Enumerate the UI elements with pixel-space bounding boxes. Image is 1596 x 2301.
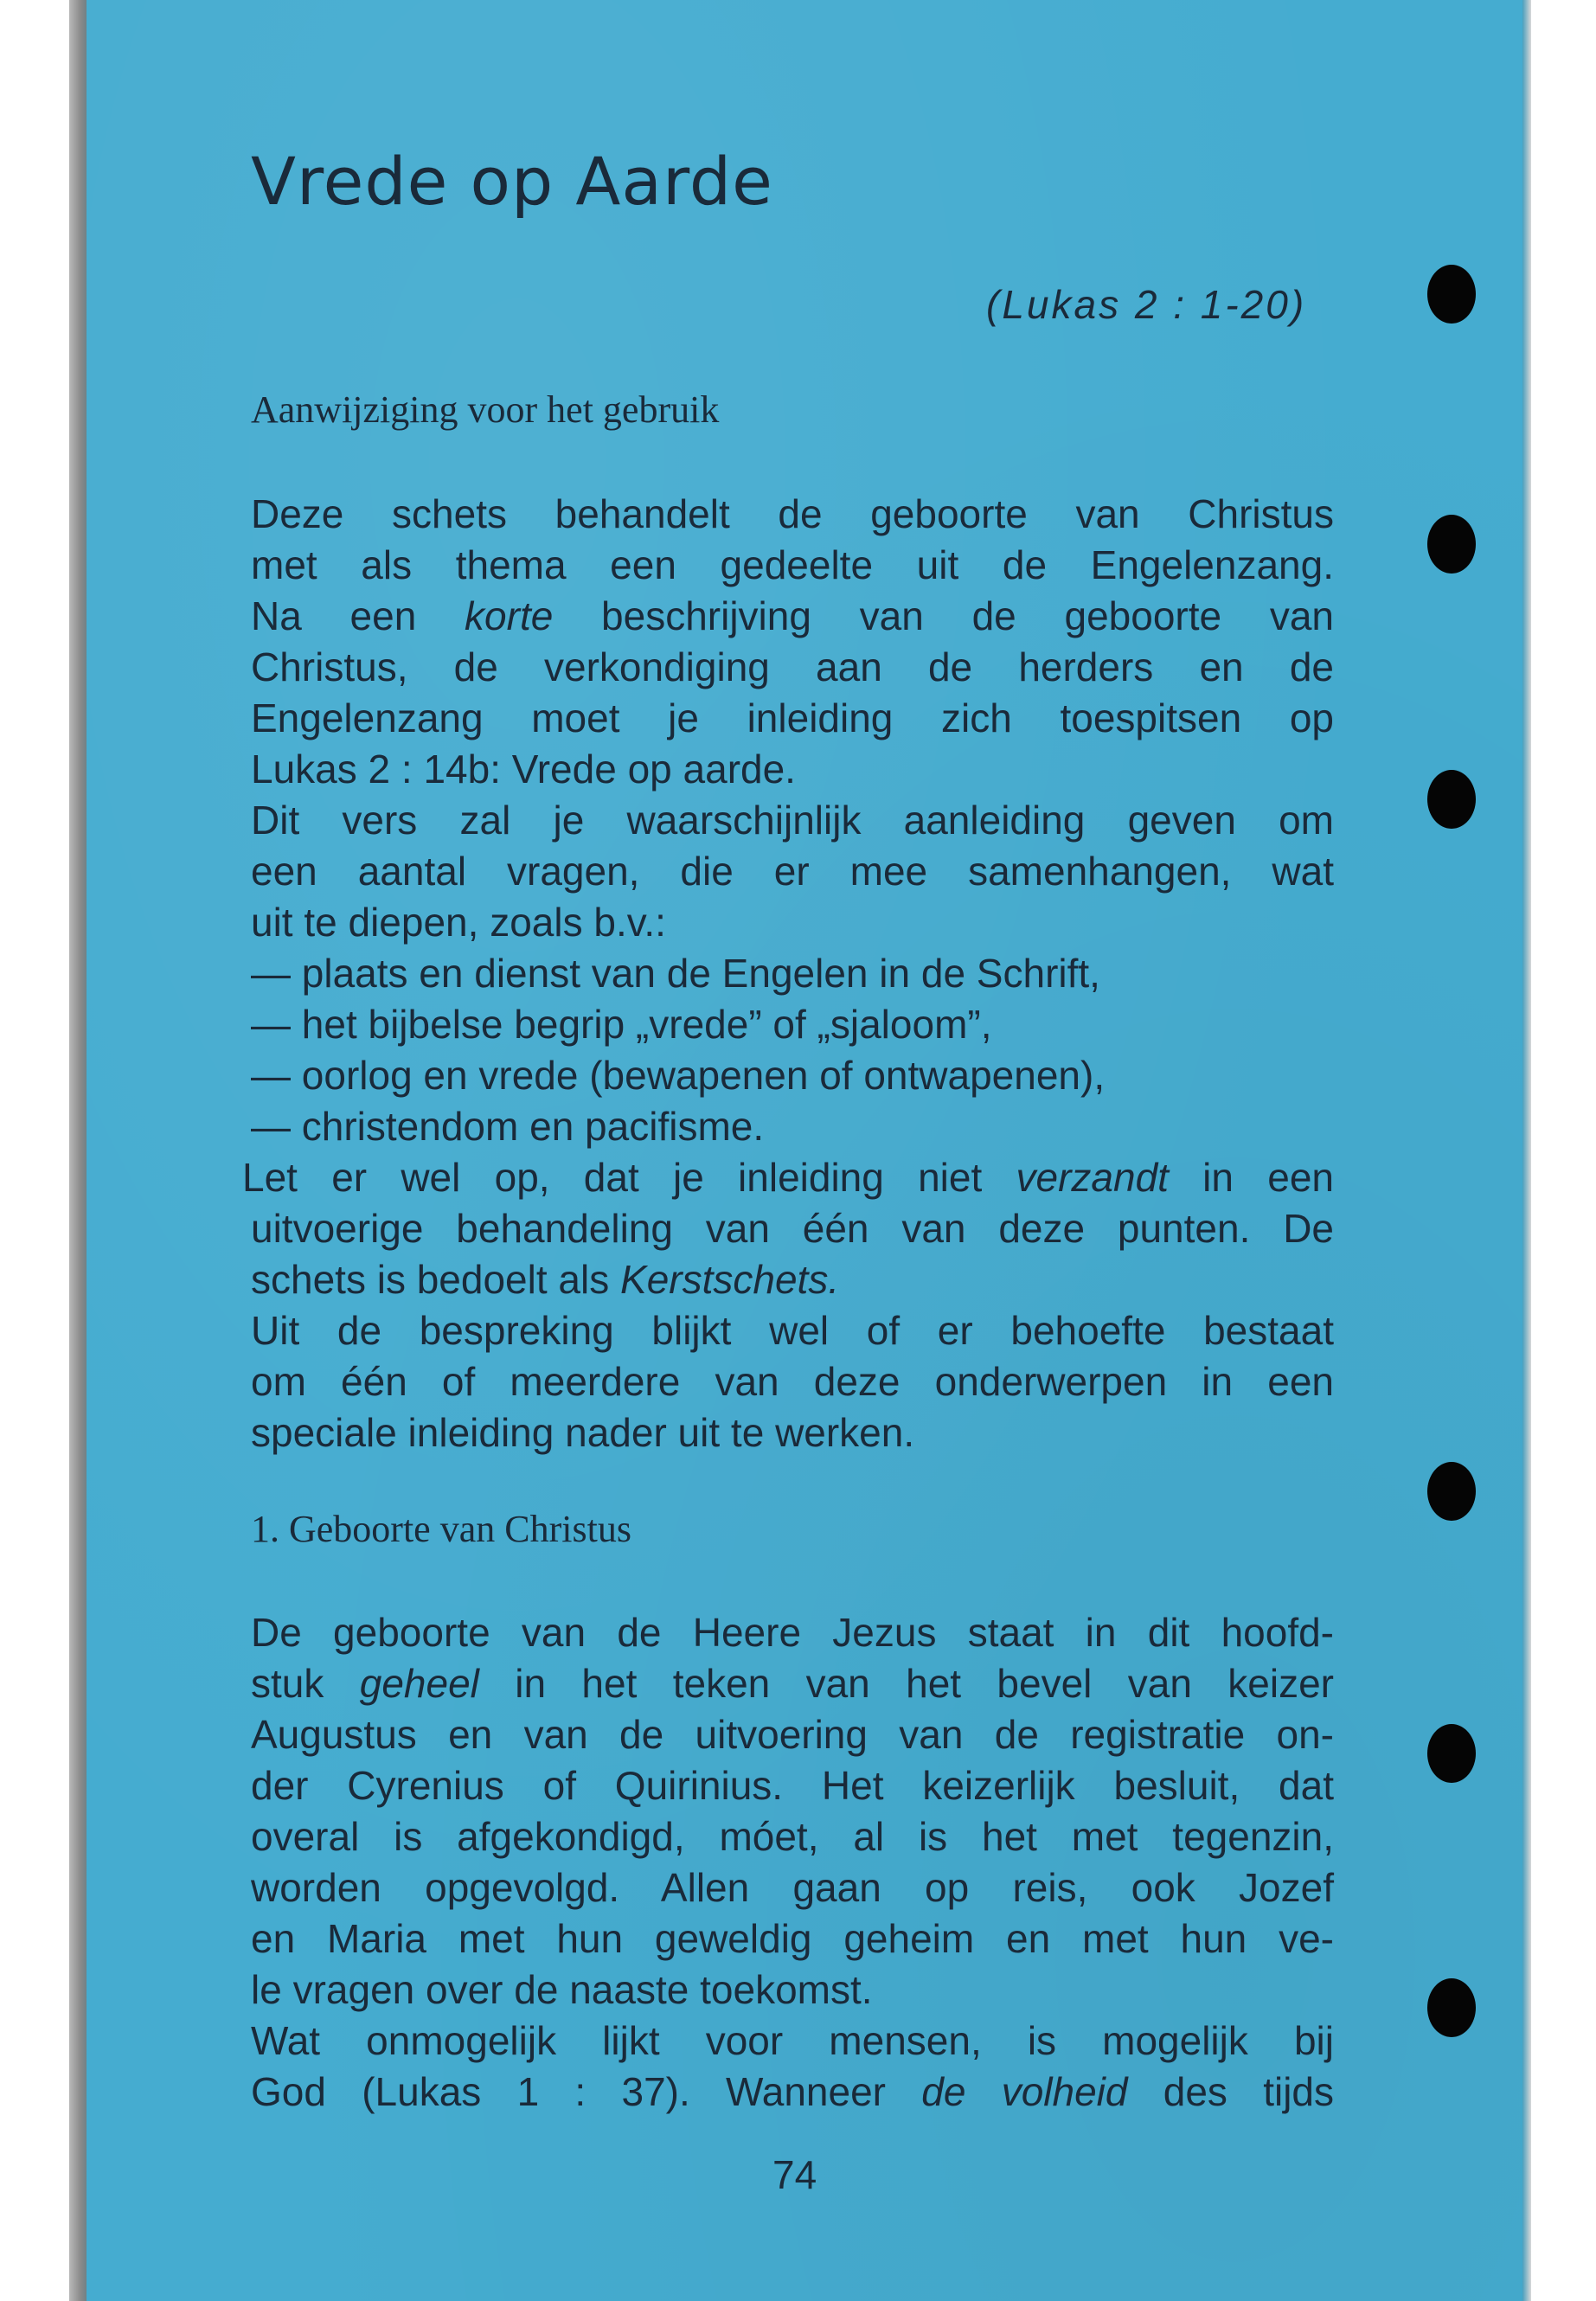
text-line (251, 1305, 1334, 1356)
punch-hole (1427, 1978, 1476, 2037)
text-line (251, 540, 1334, 591)
text-line (251, 2016, 1334, 2067)
text-line (251, 744, 1334, 795)
punch-hole (1427, 770, 1476, 829)
punch-hole (1427, 265, 1476, 324)
emphasis-text: Kerstschets. (620, 1257, 840, 1302)
text-line (251, 795, 1334, 846)
page-number: 74 (772, 2152, 817, 2197)
text-run: en Maria met hun geweldig geheim en met hun ve- (251, 1916, 1334, 1961)
text-run: in het teken van het bevel van keizer (478, 1661, 1334, 1706)
text-run: — plaats en dienst van de Engelen in de Schrift, (251, 951, 1100, 996)
text-run: stuk (251, 1661, 360, 1706)
text-line (251, 1050, 1334, 1101)
text-run: der Cyrenius of Quirinius. Het keizerlijk besluit, dat (251, 1763, 1334, 1808)
text-run: Dit vers zal je waarschijnlijk aanleiding geven om (251, 798, 1334, 843)
text-line (251, 489, 1334, 540)
text-run: Deze schets behandelt de geboorte van Christus (251, 491, 1334, 536)
text-run: overal is afgekondigd, móet, al is het met tegenzin, (251, 1814, 1334, 1859)
text-line (251, 1203, 1334, 1254)
emphasis-text: verzandt (1016, 1155, 1169, 1200)
text-run: beschrijving van de geboorte van (553, 593, 1335, 638)
text-run: om één of meerdere van deze onderwerpen in een (251, 1359, 1334, 1404)
text-line (251, 1356, 1334, 1407)
text-line (251, 1913, 1334, 1965)
text-run: Na een (251, 593, 465, 638)
text-line (251, 1658, 1334, 1709)
birth-paragraph (251, 1607, 1334, 2118)
text-line (251, 1862, 1334, 1913)
text-run: met als thema een gedeelte uit de Engelenzang. (251, 542, 1334, 587)
text-run: uitvoerige behandeling van één van deze punten. De (251, 1206, 1334, 1251)
text-run: uit te diepen, zoals b.v.: (251, 900, 666, 945)
punch-hole (1427, 1462, 1476, 1521)
section-heading-usage: Aanwijziging voor het gebruik (251, 388, 720, 431)
usage-paragraph (242, 489, 1335, 1458)
text-run: Wat onmogelijk lijkt voor mensen, is mogelijk bij (251, 2018, 1334, 2063)
text-line (251, 1811, 1334, 1862)
text-run: worden opgevolgd. Allen gaan op reis, ook Jozef (251, 1865, 1334, 1910)
text-run: — oorlog en vrede (bewapenen of ontwapenen), (251, 1053, 1106, 1098)
text-run: — het bijbelse begrip „vrede” of „sjaloom”, (251, 1002, 992, 1047)
punch-hole (1427, 515, 1476, 574)
punch-hole (1427, 1724, 1476, 1783)
text-line (251, 693, 1334, 744)
emphasis-text: korte (465, 593, 554, 638)
text-line (251, 1101, 1334, 1152)
text-line (251, 1607, 1334, 1658)
text-run: Engelenzang moet je inleiding zich toespitsen op (251, 695, 1334, 740)
text-run: Augustus en van de uitvoering van de registratie on- (251, 1712, 1334, 1757)
text-line (251, 1760, 1334, 1811)
text-line (251, 948, 1334, 999)
text-line (251, 897, 1334, 948)
text-run: Lukas 2 : 14b: Vrede op aarde. (251, 747, 796, 792)
text-run: De geboorte van de Heere Jezus staat in dit hoofd- (251, 1610, 1334, 1655)
text-run: — christendom en pacifisme. (251, 1104, 765, 1149)
text-run: God (Lukas 1 : 37). Wanneer (251, 2069, 922, 2114)
text-run: een aantal vragen, die er mee samenhangen, wat (251, 849, 1334, 894)
text-line (251, 1965, 1334, 2016)
text-run: Uit de bespreking blijkt wel of er behoefte bestaat (251, 1308, 1334, 1353)
emphasis-text: geheel (359, 1661, 479, 1706)
text-run: speciale inleiding nader uit te werken. (251, 1410, 915, 1455)
text-run: Christus, de verkondiging aan de herders en de (251, 644, 1334, 689)
text-line (251, 1254, 1334, 1305)
text-line (251, 642, 1334, 693)
text-run: schets is bedoelt als (251, 1257, 621, 1302)
scan-edge-right (1522, 0, 1531, 2301)
text-run: Let er wel op, dat je inleiding niet (242, 1155, 1016, 1200)
bible-reference: (Lukas 2 : 1-20) (986, 282, 1307, 327)
text-line (251, 591, 1334, 642)
text-line (251, 2067, 1334, 2118)
text-run: in een (1168, 1155, 1334, 1200)
text-run: le vragen over de naaste toekomst. (251, 1967, 873, 2012)
text-line (251, 1709, 1334, 1760)
emphasis-text: de volheid (921, 2069, 1128, 2114)
text-line (251, 846, 1334, 897)
text-line (251, 999, 1334, 1050)
scan-edge-left (69, 0, 88, 2301)
text-run: des tijds (1127, 2069, 1334, 2114)
page-title: Vrede op Aarde (251, 143, 773, 220)
text-line (251, 1407, 1334, 1458)
section-heading-birth: 1. Geboorte van Christus (251, 1508, 631, 1550)
text-line (242, 1152, 1334, 1203)
